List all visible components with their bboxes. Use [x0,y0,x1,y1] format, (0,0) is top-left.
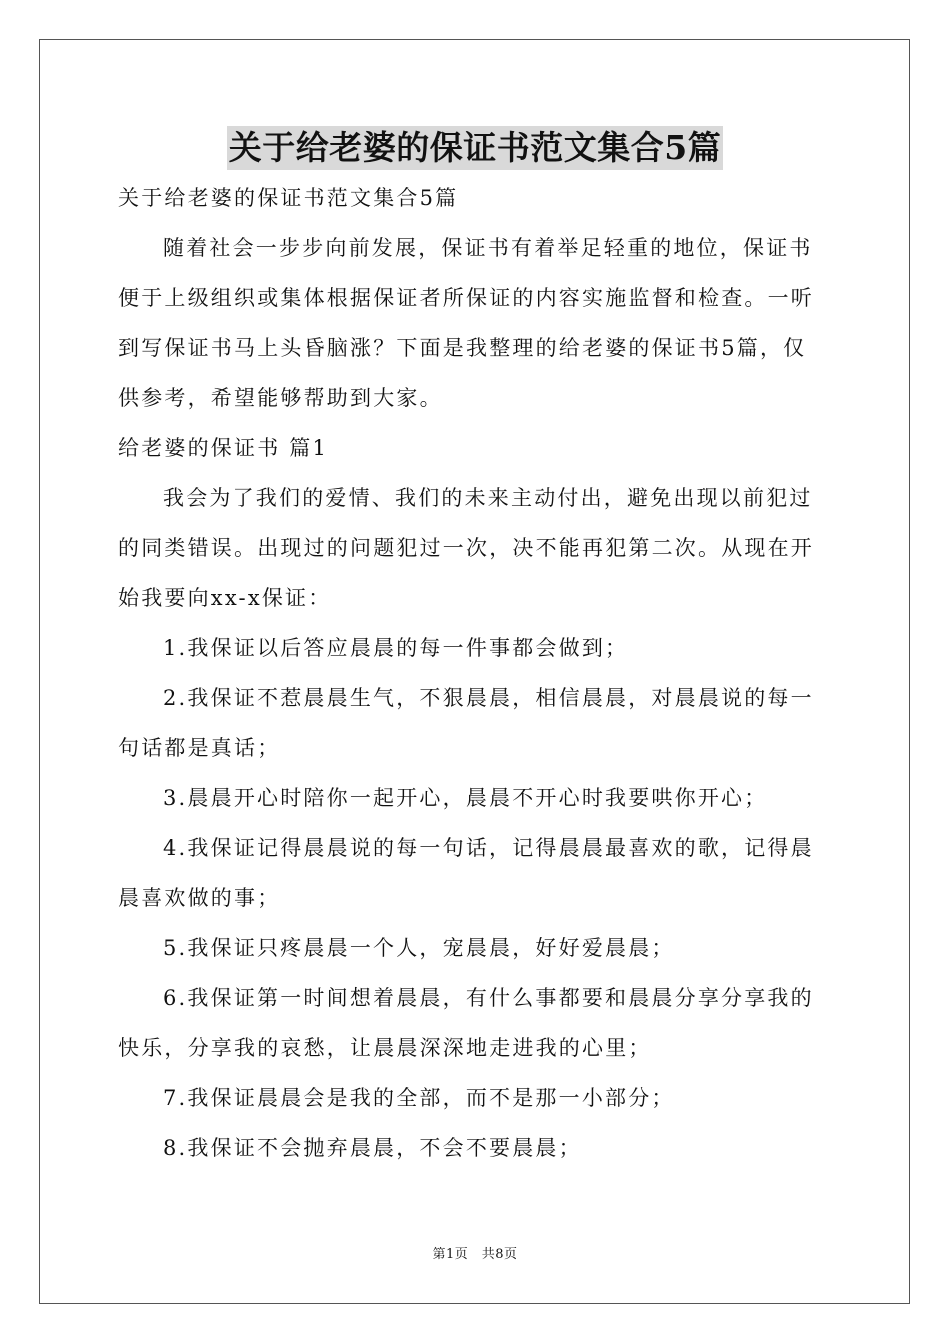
paragraph-line: 的同类错误。出现过的问题犯过一次，决不能再犯第二次。从现在开 [118,536,814,560]
list-item: 快乐，分享我的哀愁，让晨晨深深地走进我的心里； [118,1036,652,1060]
list-item: 1.我保证以后答应晨晨的每一件事都会做到； [163,636,629,660]
title-block [0,126,950,170]
list-item: 5.我保证只疼晨晨一个人，宠晨晨，好好爱晨晨； [163,936,675,960]
list-item: 7.我保证晨晨会是我的全部，而不是那一小部分； [163,1086,675,1110]
document-title: 关于给老婆的保证书范文集合5篇 [227,126,723,170]
intro-line: 便于上级组织或集体根据保证者所保证的内容实施监督和检查。一听 [118,286,814,310]
paragraph-line: 始我要向xx-x保证： [118,586,332,610]
list-item: 8.我保证不会抛弃晨晨，不会不要晨晨； [163,1136,582,1160]
section-heading: 给老婆的保证书 篇1 [118,436,329,460]
list-item: 3.晨晨开心时陪你一起开心，晨晨不开心时我要哄你开心； [163,786,768,810]
intro-line: 到写保证书马上头昏脑涨？下面是我整理的给老婆的保证书5篇，仅 [118,336,807,360]
intro-line: 供参考，希望能够帮助到大家。 [118,386,443,410]
list-item: 4.我保证记得晨晨说的每一句话，记得晨晨最喜欢的歌，记得晨 [163,836,814,860]
intro-line: 随着社会一步步向前发展，保证书有着举足轻重的地位，保证书 [163,236,813,260]
list-item: 晨喜欢做的事； [118,886,281,910]
paragraph-line: 我会为了我们的爱情、我们的未来主动付出，避免出现以前犯过 [163,486,813,510]
list-item: 2.我保证不惹晨晨生气，不狠晨晨，相信晨晨，对晨晨说的每一 [163,686,814,710]
list-item: 句话都是真话； [118,736,281,760]
list-item: 6.我保证第一时间想着晨晨，有什么事都要和晨晨分享分享我的 [163,986,814,1010]
page-border [39,39,910,1304]
subtitle: 关于给老婆的保证书范文集合5篇 [118,186,459,210]
page-footer: 第1页 共8页 [432,1247,518,1262]
